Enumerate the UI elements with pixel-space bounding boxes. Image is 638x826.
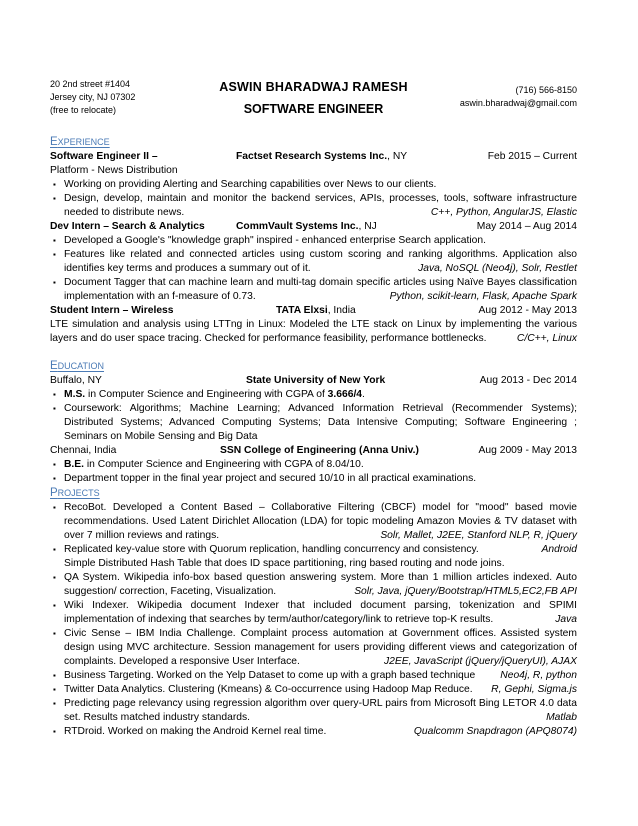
list-item: ▪ Predicting page relevancy using regression algorithm over query-URL pairs from Microsoft Bing LETOR 4.0 data set. Results matched industry standards. Matlab <box>50 697 577 725</box>
job-location: , NY <box>387 151 408 162</box>
list-item: ▪ Working on providing Alerting and Searching capabilities over News to our clients. <box>50 178 577 192</box>
school-name: State University of New York <box>246 375 386 386</box>
address-line: Jersey city, NJ 07302 <box>50 92 136 102</box>
education-heading <box>50 360 577 372</box>
address-line: (free to relocate) <box>50 105 117 115</box>
phone-number: (716) 566-8150 <box>515 85 577 95</box>
job-location: , India <box>327 305 356 316</box>
job-company: CommVault Systems Inc. <box>236 221 359 232</box>
projects-heading <box>50 487 577 499</box>
list-item: ▪ B.E. in Computer Science and Engineering with CGPA of 8.04/10. <box>50 458 577 472</box>
tech-stack: Java <box>555 614 577 625</box>
list-item: ▪ RecoBot. Developed a Content Based – Collaborative Filtering (CBCF) model for "mood" based movie recommendations. Used Latent Dirichlet Allocation (LDA) for topic modeling Amazon Movies & TV dataset with over 7 million reviews and ratings. Solr, Mallet, J2EE, Stanford NLP, R, jQuery <box>50 501 577 543</box>
job-dates: Feb 2015 – Current <box>487 151 577 162</box>
job-header <box>50 150 577 164</box>
list-item: ▪ M.S. in Computer Science and Engineering with CGPA of 3.666/4. <box>50 388 577 402</box>
project-list <box>50 501 577 739</box>
section-heading-text: PROJECTS <box>50 487 100 499</box>
school-header <box>50 374 577 388</box>
list-item: ▪ Features like related and connected articles using custom scoring and ranking algorithms. Application also identifies key terms and produces a summary out of it. Java, NoSQL (Neo4j), Solr, Restlet <box>50 248 577 276</box>
school-dates: Aug 2013 - Dec 2014 <box>479 375 577 386</box>
school-bullets <box>50 388 577 444</box>
list-item: ▪ QA System. Wikipedia info-box based question answering system. More than 1 million articles indexed. Auto suggestion/ correction, Faceting, Visualization. Solr, Java, jQuery/Bootstrap/HTML5,EC2,FB API <box>50 571 577 599</box>
job-company-wrap <box>236 150 407 164</box>
list-item: ▪ Business Targeting. Worked on the Yelp Dataset to come up with a graph based technique Neo4j, R, python <box>50 669 577 683</box>
project-detail: Simple Distributed Hash Table that does ID space partitioning, ring based routing and node joins. <box>64 558 505 569</box>
section-heading-text: EXPERIENCE <box>50 136 110 148</box>
tech-stack: J2EE, JavaScript (jQuery/jQueryUI), AJAX <box>383 656 577 667</box>
candidate-name: ASWIN BHARADWAJ RAMESH <box>219 80 408 94</box>
list-item: ▪ Coursework: Algorithms; Machine Learning; Advanced Information Retrieval (Recommender Systems); Distributed Systems; Advanced Computing Systems; Data Intensive Computing; Software Engineering ; Seminars on Mobile Sensing and Big Data <box>50 402 577 444</box>
tech-stack: Qualcomm Snapdragon (APQ8074) <box>413 726 577 737</box>
list-item: ▪ Replicated key-value store with Quorum replication, handling concurrency and consistency. Android Simple Distributed Hash Table that does ID space partitioning, ring based routing and node joins. <box>50 543 577 571</box>
school-name: SSN College of Engineering (Anna Univ.) <box>220 445 419 456</box>
school-location: Buffalo, NY <box>50 375 102 386</box>
tech-stack: C/C++, Linux <box>516 333 577 344</box>
candidate-title: SOFTWARE ENGINEER <box>243 102 384 116</box>
address-line: 20 2nd street #1404 <box>50 79 131 89</box>
job-role: Software Engineer II – <box>50 151 158 162</box>
job-dates: Aug 2012 - May 2013 <box>478 305 577 316</box>
tech-stack: Android <box>541 544 577 555</box>
tech-stack: Python, scikit-learn, Flask, Apache Spark <box>389 291 577 302</box>
job-company-wrap <box>276 304 356 318</box>
job-bullets <box>50 178 577 220</box>
list-item: ▪ Wiki Indexer. Wikipedia document Indexer that included document parsing, tokenization and SPIMI implementation of indexing that searches by term/author/category/link to retrieve top-K results. Java <box>50 599 577 627</box>
list-item: ▪ Developed a Google's "knowledge graph" inspired - enhanced enterprise Search application. <box>50 234 577 248</box>
job-header <box>50 304 577 318</box>
contact-block <box>460 84 577 110</box>
tech-stack: Java, NoSQL (Neo4j), Solr, Restlet <box>418 263 577 274</box>
job-company: Factset Research Systems Inc. <box>236 151 388 162</box>
job-bullets <box>50 234 577 304</box>
experience-heading <box>50 136 577 148</box>
school-location: Chennai, India <box>50 445 117 456</box>
school-header <box>50 444 577 458</box>
tech-stack: Matlab <box>546 712 577 723</box>
job-description: LTE simulation and analysis using LTTng in Linux: Modeled the LTE stack on Linux by implementing the various layers and do user space tracing. Checked for performance feasibility, performance bottlenecks. C/C++, Linux <box>50 319 577 344</box>
email-address[interactable]: aswin.bharadwaj@gmail.com <box>459 98 577 108</box>
job-company-wrap <box>236 220 377 234</box>
tech-stack: C++, Python, AngularJS, Elastic <box>430 207 577 218</box>
resume-header <box>50 74 577 126</box>
job-location: , NJ <box>358 221 377 232</box>
list-item: ▪ Twitter Data Analytics. Clustering (Kmeans) & Co-occurrence using Hadoop Map Reduce. R, Gephi, Sigma.js <box>50 683 577 697</box>
list-item: ▪ Design, develop, maintain and monitor the backend services, APIs, processes, tools, software infrastructure needed to distribute news. C++, Python, AngularJS, Elastic <box>50 192 577 220</box>
list-item: ▪ Document Tagger that can machine learn and multi-tag domain specific articles using Naïve Bayes classification implementation with an f-measure of 0.73. Python, scikit-learn, Flask, Apache Spark <box>50 276 577 304</box>
tech-stack: Neo4j, R, python <box>500 670 577 681</box>
job-role: Student Intern – Wireless <box>50 305 174 316</box>
job-company: TATA Elxsi <box>276 305 328 316</box>
resume-page <box>50 74 577 739</box>
tech-stack: Solr, Mallet, J2EE, Stanford NLP, R, jQuery <box>380 530 577 541</box>
list-item: ▪ Department topper in the final year project and secured 10/10 in all practical examinations. <box>50 472 577 486</box>
list-item: ▪ Civic Sense – IBM India Challenge. Complaint process automation at Government offices. Assisted system design using MVC architecture. Session management for users providing different views and categorization of complaints. Developed a responsive User Interface. J2EE, JavaScript (jQuery/jQueryUI), AJAX <box>50 627 577 669</box>
school-bullets <box>50 458 577 486</box>
tech-stack: R, Gephi, Sigma.js <box>491 684 577 695</box>
job-header <box>50 220 577 234</box>
job-role: Dev Intern – Search & Analytics <box>50 221 205 232</box>
school-dates: Aug 2009 - May 2013 <box>478 445 577 456</box>
job-dates: May 2014 – Aug 2014 <box>476 221 577 232</box>
section-heading-text: EDUCATION <box>50 360 105 372</box>
job-subtitle: Platform - News Distribution <box>50 165 178 176</box>
list-item: ▪ RTDroid. Worked on making the Android Kernel real time. Qualcomm Snapdragon (APQ8074) <box>50 725 577 739</box>
tech-stack: Solr, Java, jQuery/Bootstrap/HTML5,EC2,FB API <box>354 586 577 597</box>
